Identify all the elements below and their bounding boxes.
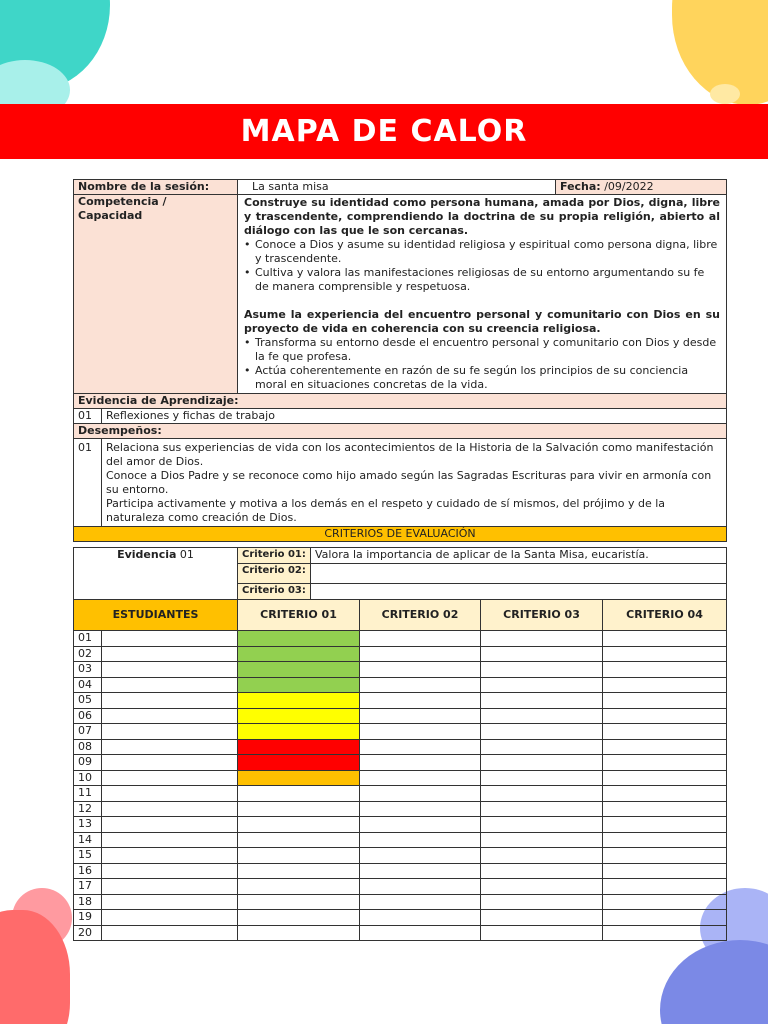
date-label: Fecha: <box>560 180 601 193</box>
criterio-02-cell[interactable] <box>360 925 481 941</box>
student-row <box>74 832 727 848</box>
criterio-02-cell[interactable] <box>360 631 481 647</box>
competencia-content <box>238 195 727 394</box>
criterio-04-cell[interactable] <box>603 708 727 724</box>
criterio-04-cell[interactable] <box>603 910 727 926</box>
criterio-03-cell[interactable] <box>481 739 603 755</box>
criterio-01-cell[interactable] <box>238 646 360 662</box>
criterio-03-cell[interactable] <box>481 724 603 740</box>
criterio-01-cell[interactable] <box>238 894 360 910</box>
criterio-04-cell[interactable] <box>603 894 727 910</box>
criterio-02-cell[interactable] <box>360 832 481 848</box>
student-number: 17 <box>74 879 102 895</box>
student-name-cell[interactable] <box>102 801 238 817</box>
student-row <box>74 646 727 662</box>
student-number: 05 <box>74 693 102 709</box>
student-number: 08 <box>74 739 102 755</box>
criterio-04-cell[interactable] <box>603 832 727 848</box>
criterio-03-cell[interactable] <box>481 925 603 941</box>
criterio-01-cell[interactable] <box>238 662 360 678</box>
student-name-cell[interactable] <box>102 677 238 693</box>
evidencia-text: Reflexiones y fichas de trabajo <box>102 409 727 424</box>
decor-blob-lightyellow <box>710 84 740 104</box>
criterio-03-cell[interactable] <box>481 786 603 802</box>
session-info-table <box>73 179 727 542</box>
student-name-cell[interactable] <box>102 925 238 941</box>
student-number: 09 <box>74 755 102 771</box>
heatmap-grid <box>73 599 727 941</box>
criterio-03-cell[interactable] <box>481 708 603 724</box>
student-row <box>74 848 727 864</box>
criterio-03-cell[interactable] <box>481 863 603 879</box>
criterio-02-cell[interactable] <box>360 848 481 864</box>
student-row <box>74 925 727 941</box>
student-row <box>74 801 727 817</box>
criterio-01-cell[interactable] <box>238 910 360 926</box>
student-name-cell[interactable] <box>102 693 238 709</box>
student-number: 14 <box>74 832 102 848</box>
criterio-02-cell[interactable] <box>360 817 481 833</box>
criterio-03-cell[interactable] <box>481 817 603 833</box>
criterio-02-cell[interactable] <box>360 739 481 755</box>
criterio-01-cell[interactable] <box>238 832 360 848</box>
date-value: /09/2022 <box>604 180 654 193</box>
desempeno-line: Participa activamente y motiva a los demás en el respeto y cuidado de sí mismos, del prójimo y de la naturaleza como creación de Dios. <box>106 497 666 524</box>
criterio-04-cell[interactable] <box>603 801 727 817</box>
criterio-02-cell[interactable] <box>360 801 481 817</box>
competencia-1-title: Construye su identidad como persona humana, amada por Dios, digna, libre y trascendente, comprendiendo la doctrina de su propia religión, abierto al diálogo con las que le son cercanas. <box>244 196 720 237</box>
student-name-cell[interactable] <box>102 662 238 678</box>
criterio-03-cell[interactable] <box>481 894 603 910</box>
student-number: 18 <box>74 894 102 910</box>
student-name-cell[interactable] <box>102 708 238 724</box>
competencia-2-item: • Transforma su entorno desde el encuentro personal y comunitario con Dios y desde la fe que profesa. <box>244 336 720 364</box>
criterio-04-cell[interactable] <box>603 879 727 895</box>
student-name-cell[interactable] <box>102 755 238 771</box>
criterios-header: CRITERIOS DE EVALUACIÓN <box>74 527 727 542</box>
session-name-label: Nombre de la sesión: <box>74 180 238 195</box>
student-number: 16 <box>74 863 102 879</box>
criterio-03-cell[interactable] <box>481 879 603 895</box>
criterios-evidencia <box>74 548 238 601</box>
student-name-cell[interactable] <box>102 646 238 662</box>
criterio-01-cell[interactable] <box>238 677 360 693</box>
evidencia-label: Evidencia de Aprendizaje: <box>74 394 727 409</box>
criterio-02-cell[interactable] <box>360 910 481 926</box>
student-number: 04 <box>74 677 102 693</box>
criterio-01-cell[interactable] <box>238 755 360 771</box>
criterio-02-label: Criterio 02: <box>238 564 311 584</box>
criterio-04-cell[interactable] <box>603 755 727 771</box>
criterios-table <box>73 547 727 601</box>
desempeno-line: Relaciona sus experiencias de vida con los acontecimientos de la Historia de la Salvación como manifestación del amor de Dios. <box>106 441 714 468</box>
session-date <box>556 180 727 195</box>
header-criterio-04: CRITERIO 04 <box>603 600 727 631</box>
student-name-cell[interactable] <box>102 739 238 755</box>
student-row <box>74 631 727 647</box>
student-row <box>74 879 727 895</box>
page-title: MAPA DE CALOR <box>240 114 528 149</box>
competencia-1-item: • Cultiva y valora las manifestaciones religiosas de su entorno argumentando su fe de manera comprensible y respetuosa. <box>244 266 720 294</box>
student-number: 10 <box>74 770 102 786</box>
student-row <box>74 662 727 678</box>
student-name-cell[interactable] <box>102 894 238 910</box>
criterio-03-cell[interactable] <box>481 910 603 926</box>
competencia-2-item: • Actúa coherentemente en razón de su fe según los principios de su conciencia moral en situaciones concretas de la vida. <box>244 364 720 392</box>
criterio-04-cell[interactable] <box>603 662 727 678</box>
criterio-01-cell[interactable] <box>238 863 360 879</box>
criterio-04-cell[interactable] <box>603 863 727 879</box>
criterio-01-text: Valora la importancia de aplicar de la Santa Misa, eucaristía. <box>311 548 727 564</box>
student-name-cell[interactable] <box>102 786 238 802</box>
student-name-cell[interactable] <box>102 724 238 740</box>
criterio-01-cell[interactable] <box>238 848 360 864</box>
criterio-01-cell[interactable] <box>238 693 360 709</box>
criterio-03-cell[interactable] <box>481 755 603 771</box>
criterio-01-cell[interactable] <box>238 925 360 941</box>
criterio-04-cell[interactable] <box>603 925 727 941</box>
criterio-01-cell[interactable] <box>238 786 360 802</box>
competencia-label: Competencia / Capacidad <box>74 195 238 394</box>
criterio-02-cell[interactable] <box>360 770 481 786</box>
student-number: 03 <box>74 662 102 678</box>
student-number: 01 <box>74 631 102 647</box>
student-name-cell[interactable] <box>102 910 238 926</box>
student-row <box>74 910 727 926</box>
desempeno-line: Conoce a Dios Padre y se reconoce como hijo amado según las Sagradas Escrituras para vivir en armonía con su entorno. <box>106 469 712 496</box>
criterio-03-cell[interactable] <box>481 801 603 817</box>
criterio-03-text <box>311 584 727 601</box>
student-number: 20 <box>74 925 102 941</box>
desempenos-label: Desempeños: <box>74 424 727 439</box>
decor-blob-blue <box>660 940 768 1024</box>
criterio-02-cell[interactable] <box>360 894 481 910</box>
criterio-04-cell[interactable] <box>603 786 727 802</box>
criterio-03-cell[interactable] <box>481 662 603 678</box>
competencia-2-title: Asume la experiencia del encuentro personal y comunitario con Dios en su proyecto de vida en coherencia con su creencia religiosa. <box>244 308 720 335</box>
student-name-cell[interactable] <box>102 879 238 895</box>
criterio-01-label: Criterio 01: <box>238 548 311 564</box>
criterio-02-cell[interactable] <box>360 863 481 879</box>
criterio-03-cell[interactable] <box>481 677 603 693</box>
evidencia-num: 01 <box>74 409 102 424</box>
student-name-cell[interactable] <box>102 848 238 864</box>
student-row <box>74 894 727 910</box>
competencia-1-item: • Conoce a Dios y asume su identidad religiosa y espiritual como persona digna, libre y trascendente. <box>244 238 720 266</box>
session-name-value: La santa misa <box>238 180 556 195</box>
criterios-evidencia-num: 01 <box>179 548 194 561</box>
criterio-02-cell[interactable] <box>360 662 481 678</box>
competencia-1-list <box>244 238 720 294</box>
student-number: 19 <box>74 910 102 926</box>
student-number: 13 <box>74 817 102 833</box>
student-name-cell[interactable] <box>102 631 238 647</box>
student-number: 06 <box>74 708 102 724</box>
student-row <box>74 770 727 786</box>
criterio-01-cell[interactable] <box>238 708 360 724</box>
student-row <box>74 755 727 771</box>
criterio-03-cell[interactable] <box>481 646 603 662</box>
student-number: 11 <box>74 786 102 802</box>
criterio-02-cell[interactable] <box>360 708 481 724</box>
criterio-01-cell[interactable] <box>238 631 360 647</box>
competencia-2-list <box>244 336 720 392</box>
criterio-04-cell[interactable] <box>603 817 727 833</box>
header-estudiantes: ESTUDIANTES <box>74 600 238 631</box>
criterio-02-cell[interactable] <box>360 724 481 740</box>
criterio-04-cell[interactable] <box>603 693 727 709</box>
criterio-02-cell[interactable] <box>360 677 481 693</box>
criterio-01-cell[interactable] <box>238 739 360 755</box>
criterio-02-cell[interactable] <box>360 646 481 662</box>
criterio-04-cell[interactable] <box>603 770 727 786</box>
student-number: 02 <box>74 646 102 662</box>
title-banner <box>0 104 768 159</box>
desempenos-num: 01 <box>74 439 102 527</box>
student-number: 07 <box>74 724 102 740</box>
student-row <box>74 786 727 802</box>
student-row <box>74 863 727 879</box>
student-row <box>74 739 727 755</box>
criterio-02-cell[interactable] <box>360 693 481 709</box>
heatmap-grid-body <box>74 631 727 941</box>
criterio-03-cell[interactable] <box>481 631 603 647</box>
criterio-02-cell[interactable] <box>360 879 481 895</box>
header-criterio-03: CRITERIO 03 <box>481 600 603 631</box>
student-number: 15 <box>74 848 102 864</box>
criterio-03-cell[interactable] <box>481 848 603 864</box>
criterio-03-cell[interactable] <box>481 693 603 709</box>
criterios-evidencia-label: Evidencia <box>117 548 177 561</box>
student-name-cell[interactable] <box>102 770 238 786</box>
student-row <box>74 817 727 833</box>
student-name-cell[interactable] <box>102 863 238 879</box>
criterio-04-cell[interactable] <box>603 631 727 647</box>
criterio-01-cell[interactable] <box>238 817 360 833</box>
student-name-cell[interactable] <box>102 817 238 833</box>
criterio-01-cell[interactable] <box>238 770 360 786</box>
student-name-cell[interactable] <box>102 832 238 848</box>
criterio-01-cell[interactable] <box>238 801 360 817</box>
criterio-04-cell[interactable] <box>603 677 727 693</box>
header-criterio-02: CRITERIO 02 <box>360 600 481 631</box>
criterio-02-cell[interactable] <box>360 786 481 802</box>
criterio-04-cell[interactable] <box>603 739 727 755</box>
criterio-03-label: Criterio 03: <box>238 584 311 601</box>
desempenos-content <box>102 439 727 527</box>
criterio-01-cell[interactable] <box>238 879 360 895</box>
student-row <box>74 677 727 693</box>
criterio-04-cell[interactable] <box>603 724 727 740</box>
criterio-04-cell[interactable] <box>603 848 727 864</box>
criterio-04-cell[interactable] <box>603 646 727 662</box>
student-row <box>74 708 727 724</box>
criterio-01-cell[interactable] <box>238 724 360 740</box>
student-row <box>74 724 727 740</box>
criterio-02-cell[interactable] <box>360 755 481 771</box>
criterio-03-cell[interactable] <box>481 770 603 786</box>
criterio-03-cell[interactable] <box>481 832 603 848</box>
student-row <box>74 693 727 709</box>
criterio-02-text <box>311 564 727 584</box>
student-number: 12 <box>74 801 102 817</box>
header-criterio-01: CRITERIO 01 <box>238 600 360 631</box>
